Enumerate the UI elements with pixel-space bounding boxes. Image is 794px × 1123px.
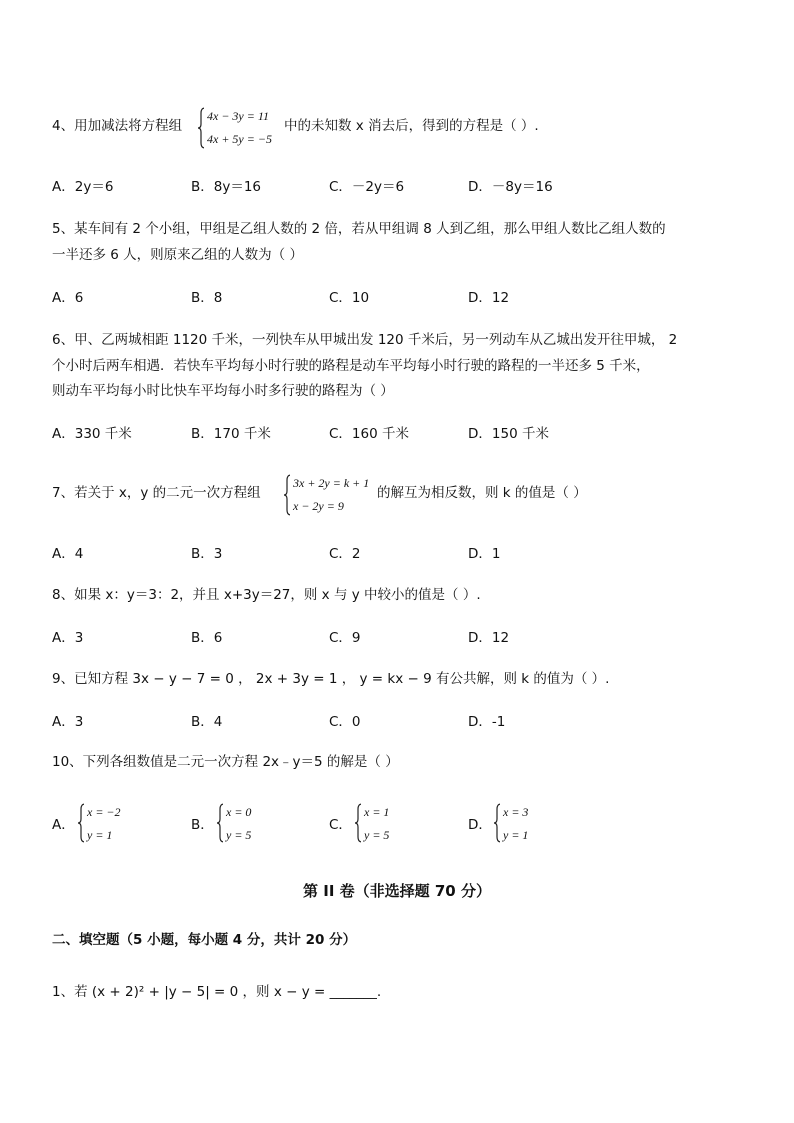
q4-option-b: B．8y＝16	[191, 179, 262, 195]
q4-suffix: 中的未知数 x 消去后，得到的方程是（ ）.	[284, 118, 539, 134]
fill1-text: 1、若 (x + 2)² + |y − 5| = 0 ，则 x − y = _______.	[52, 984, 382, 1000]
q7-option-b: B．3	[191, 546, 223, 562]
q7-option-a: A．4	[52, 546, 84, 562]
q9-text: 9、已知方程 3x − y − 7 = 0 ， 2x + 3y = 1 ， y = kx − 9 有公共解，则 k 的值为（ ）.	[52, 671, 610, 687]
q6-line3: 则动车平均每小时比快车平均每小时多行驶的路程为（ ）	[52, 383, 394, 399]
part2-title: 第 II 卷（非选择题 70 分）	[303, 882, 491, 900]
option-label: D．	[468, 817, 492, 833]
q6-option-d: D．150 千米	[468, 426, 549, 442]
q10-c-eq1: x = 1	[364, 805, 390, 819]
q7-prefix: 7、若关于 x，y 的二元一次方程组	[52, 485, 261, 501]
q4-system	[198, 106, 288, 150]
left-brace-icon	[355, 803, 361, 843]
left-brace-icon	[217, 803, 223, 843]
q6-line1: 6、甲、乙两城相距 1120 千米，一列快车从甲城出发 120 千米后，另一列动车从乙城出发开往甲城， 2	[52, 332, 678, 348]
left-brace-icon	[78, 803, 84, 843]
q5-option-b: B．8	[191, 290, 223, 306]
q8-option-b: B．6	[191, 630, 223, 646]
q7-suffix: 的解互为相反数，则 k 的值是（ ）	[377, 485, 587, 501]
q10-d-eq2: y = 1	[503, 828, 529, 842]
q10-a-eq1: x = −2	[87, 805, 121, 819]
q9-option-a: A．3	[52, 714, 84, 730]
q10-b-eq2: y = 5	[226, 828, 252, 842]
q8-option-a: A．3	[52, 630, 84, 646]
q5-line1: 5、某车间有 2 个小组，甲组是乙组人数的 2 倍，若从甲组调 8 人到乙组，那么甲组人数比乙组人数的	[52, 221, 666, 237]
q4-prefix: 4、用加减法将方程组	[52, 118, 183, 134]
q10-option-d	[468, 803, 588, 845]
q6-option-a: A．330 千米	[52, 426, 132, 442]
q7-option-c: C．2	[329, 546, 361, 562]
q10-text: 10、下列各组数值是二元一次方程 2x﹣y＝5 的解是（ ）	[52, 754, 399, 770]
q5-option-a: A．6	[52, 290, 84, 306]
q9-option-d: D．-1	[468, 714, 506, 730]
q4-option-d: D．－8y＝16	[468, 179, 553, 195]
q7-eq1: 3x + 2y = k + 1	[293, 476, 370, 490]
q10-a-eq2: y = 1	[87, 828, 113, 842]
option-label: C．	[329, 817, 352, 833]
option-label: B．	[191, 817, 214, 833]
q10-b-eq1: x = 0	[226, 805, 252, 819]
q6-option-b: B．170 千米	[191, 426, 271, 442]
q10-option-a	[52, 803, 172, 845]
q8-option-d: D．12	[468, 630, 510, 646]
q5-option-d: D．12	[468, 290, 510, 306]
q10-c-eq2: y = 5	[364, 828, 390, 842]
q8-text: 8、如果 x：y＝3：2，并且 x+3y＝27，则 x 与 y 中较小的值是（ ）.	[52, 587, 481, 603]
q9-option-c: C．0	[329, 714, 361, 730]
q7-eq2: x − 2y = 9	[293, 499, 344, 513]
q5-line2: 一半还多 6 人，则原来乙组的人数为（ ）	[52, 247, 303, 263]
q4-eq2: 4x + 5y = −5	[207, 132, 272, 146]
left-brace-icon	[198, 107, 204, 149]
left-brace-icon	[494, 803, 500, 843]
q5-option-c: C．10	[329, 290, 370, 306]
fill-section-heading: 二、填空题（5 小题，每小题 4 分，共计 20 分）	[52, 932, 357, 948]
q10-option-c	[329, 803, 449, 845]
q10-d-eq1: x = 3	[503, 805, 529, 819]
q6-line2: 个小时后两车相遇．若快车平均每小时行驶的路程是动车平均每小时行驶的路程的一半还多 5 千米，	[52, 358, 650, 374]
q4-option-c: C．－2y＝6	[329, 179, 405, 195]
q7-option-d: D．1	[468, 546, 501, 562]
q10-option-b	[191, 803, 311, 845]
q7-system	[284, 473, 379, 517]
q4-option-a: A．2y＝6	[52, 179, 114, 195]
q8-option-c: C．9	[329, 630, 361, 646]
q6-option-c: C．160 千米	[329, 426, 409, 442]
q9-option-b: B．4	[191, 714, 223, 730]
left-brace-icon	[284, 474, 290, 516]
q4-eq1: 4x − 3y = 11	[207, 109, 269, 123]
option-label: A．	[52, 817, 75, 833]
